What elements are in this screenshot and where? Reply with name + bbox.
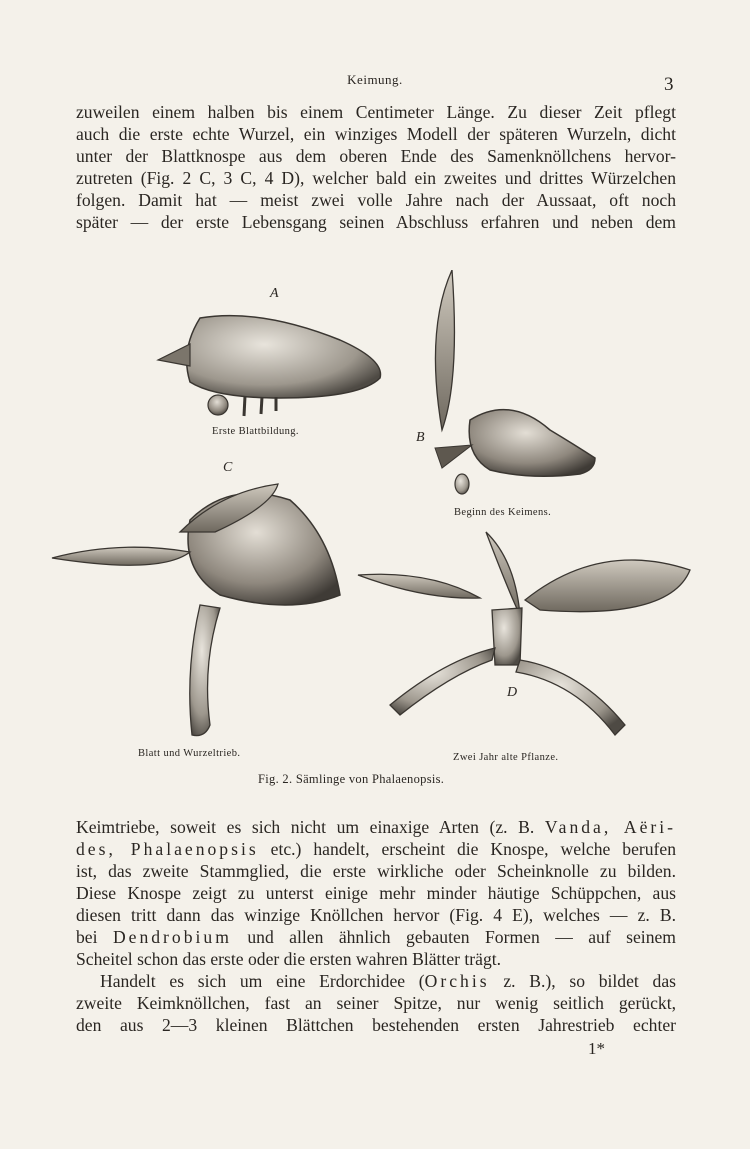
- genus-phalaenopsis: des, Phalaenopsis: [76, 839, 259, 859]
- genus-orchis: Orchis: [424, 971, 490, 991]
- panel-a-seedling: [158, 316, 381, 416]
- signature-mark: 1*: [588, 1039, 605, 1058]
- genus-dendrobium: Dendrobium: [112, 927, 232, 947]
- panel-b-seedling: [435, 270, 595, 494]
- text-line: zweite Keimknöllchen, fast an seiner Spitze, nur wenig seitlich gerückt,: [76, 993, 676, 1013]
- panel-d-seedling: [358, 532, 690, 735]
- paragraph-bottom: [76, 816, 676, 1036]
- text-line: Handelt es sich um eine Erdorchidee (Orchis z. B.), so bildet das: [100, 971, 676, 991]
- paragraph-top: [76, 101, 676, 233]
- figure-seedlings: [40, 270, 720, 790]
- text-line: zuweilen einem halben bis einem Centimeter Länge. Zu dieser Zeit pflegt: [76, 102, 676, 122]
- panel-a-caption: Erste Blattbildung.: [212, 426, 299, 437]
- genus-vanda-aerides: Vanda, Aëri-: [544, 817, 676, 837]
- text-line: Diese Knospe zeigt zu unterst einige mehr minder häutige Schüppchen, aus: [76, 883, 676, 903]
- panel-b-caption: Beginn des Keimens.: [454, 507, 552, 518]
- text-line: Keimtriebe, soweit es sich nicht um einaxige Arten (z. B. Vanda, Aëri-: [76, 817, 676, 837]
- text-line: auch die erste echte Wurzel, ein winziges Modell der späteren Wurzeln, dicht: [76, 124, 676, 144]
- panel-c-label: C: [223, 460, 233, 475]
- text-line: ist, das zweite Stammglied, die erste wirkliche oder Scheinknolle zu bilden.: [76, 861, 676, 881]
- text-line: unter der Blattknospe aus dem oberen Ende des Samenknöllchens hervor-: [76, 146, 676, 166]
- page-number: 3: [664, 74, 674, 95]
- text-line: zutreten (Fig. 2 C, 3 C, 4 D), welcher bald ein zweites und drittes Würzelchen: [76, 168, 676, 188]
- panel-d-label: D: [507, 685, 518, 700]
- text-line: folgen. Damit hat — meist zwei volle Jahre nach der Aussaat, oft noch: [76, 190, 676, 210]
- text-line: des, Phalaenopsis etc.) handelt, erscheint die Knospe, welche berufen: [76, 839, 676, 859]
- panel-c-seedling: [52, 484, 340, 736]
- panel-b-label: B: [416, 430, 425, 445]
- text-line: bei Dendrobium und allen ähnlich gebauten Formen — auf seinem: [76, 927, 676, 947]
- panel-d-caption: Zwei Jahr alte Pflanze.: [453, 752, 559, 763]
- text-line: Scheitel schon das erste oder die ersten wahren Blätter trägt.: [76, 949, 502, 969]
- text-line: den aus 2—3 kleinen Blättchen bestehenden ersten Jahrestrieb echter: [76, 1015, 676, 1035]
- text-line: diesen tritt dann das winzige Knöllchen hervor (Fig. 4 E), welches — z. B.: [76, 905, 676, 925]
- text-line: später — der erste Lebensgang seinen Abschluss erfahren und neben dem: [76, 212, 676, 232]
- panel-c-caption: Blatt und Wurzeltrieb.: [138, 748, 241, 759]
- figure-caption: Fig. 2. Sämlinge von Phalaenopsis.: [258, 772, 445, 786]
- panel-a-label: A: [270, 286, 279, 301]
- running-head: Keimung.: [347, 72, 403, 87]
- seedling-illustrations: [40, 270, 720, 790]
